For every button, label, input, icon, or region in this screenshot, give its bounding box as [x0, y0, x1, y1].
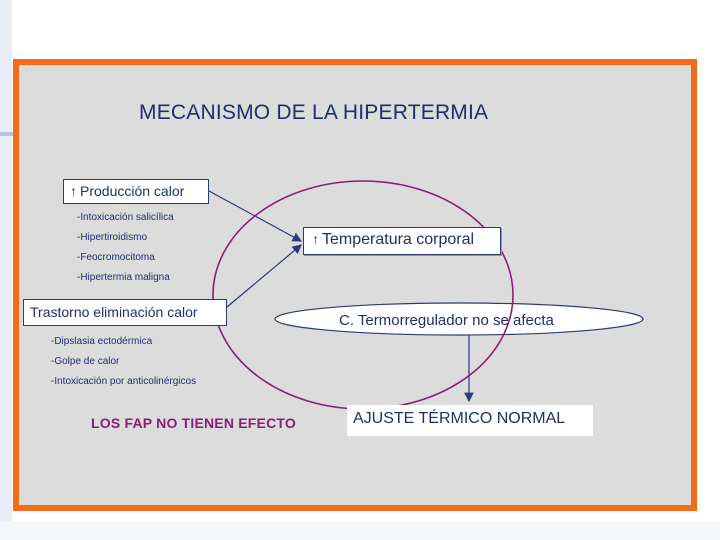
- bottom-band: [0, 522, 720, 540]
- list-item: -Intoxicación salicílica: [77, 212, 174, 223]
- slide-frame: [13, 59, 697, 511]
- highlight-circle: [213, 181, 513, 409]
- list-item: -Golpe de calor: [51, 356, 120, 367]
- list-item: -Hipertermia maligna: [77, 272, 170, 283]
- trastorno-causes-list: [51, 332, 196, 392]
- list-item: -Dipslasia ectodérmica: [51, 336, 153, 347]
- slide-title: MECANISMO DE LA HIPERTERMIA: [139, 101, 489, 124]
- fap-note: LOS FAP NO TIENEN EFECTO: [91, 415, 296, 431]
- trastorno-eliminacion-box: [23, 299, 227, 326]
- ajuste-termico-label: AJUSTE TÉRMICO NORMAL: [353, 410, 566, 427]
- ajuste-termico-box: [347, 405, 593, 436]
- list-item: -Intoxicación por anticolinérgicos: [51, 376, 197, 387]
- trastorno-eliminacion-label: Trastorno eliminación calor: [30, 304, 198, 320]
- temperatura-corporal-box: [303, 227, 501, 255]
- list-item: -Hipertiroidismo: [77, 232, 148, 243]
- arrow-trastorno-to-temperatura: [227, 245, 301, 307]
- up-arrow-icon: ↑: [70, 183, 77, 199]
- produccion-calor-label: Producción calor: [80, 183, 185, 199]
- produccion-causes-list: [77, 208, 174, 288]
- up-arrow-icon: ↑: [312, 231, 319, 247]
- side-decoration: [0, 0, 12, 540]
- termorregulador-label: C. Termorregulador no se afecta: [339, 312, 554, 329]
- list-item: -Feocromocitoma: [77, 252, 155, 263]
- temperatura-corporal-label: Temperatura corporal: [322, 231, 475, 248]
- produccion-calor-box: [63, 179, 209, 204]
